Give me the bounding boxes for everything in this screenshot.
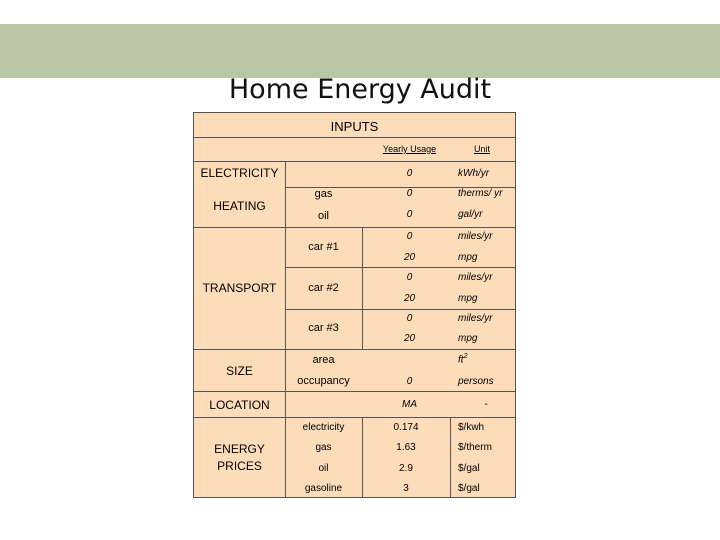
location-label: LOCATION [209, 398, 270, 412]
heating-gas-value[interactable]: 0 [406, 188, 413, 199]
electricity-value[interactable]: 0 [406, 168, 413, 179]
car-3-mpg[interactable]: 20 [403, 333, 416, 344]
car-1-miles[interactable]: 0 [406, 231, 413, 242]
area-unit: $ft^2$ [458, 353, 468, 366]
price-electricity-label: electricity [302, 422, 345, 433]
heating-oil-value[interactable]: 0 [406, 209, 413, 220]
divider [194, 137, 515, 138]
yearly-usage-header: Yearly Usage [382, 144, 437, 154]
price-oil-unit: $/gal [458, 463, 480, 474]
divider [194, 161, 515, 162]
price-gas-label: gas [315, 442, 332, 453]
location-unit: - [484, 399, 488, 410]
energy-prices-label-line2: PRICES [217, 459, 262, 473]
car-1-miles-unit: miles/yr [458, 231, 493, 242]
occupancy-unit: persons [458, 376, 494, 387]
heating-gas-unit: therms/ yr [458, 188, 503, 199]
audit-table [193, 112, 516, 498]
divider [194, 391, 515, 392]
heating-label: HEATING [213, 199, 266, 213]
area-label: area [312, 354, 335, 366]
car-1-mpg-unit: mpg [458, 252, 478, 263]
car-2-mpg-unit: mpg [458, 293, 478, 304]
size-label: SIZE [226, 364, 253, 378]
price-electricity-value[interactable]: 0.174 [393, 422, 419, 433]
divider [285, 309, 515, 310]
price-oil-value[interactable]: 2.9 [399, 463, 413, 474]
divider [194, 349, 515, 350]
electricity-unit: kWh/yr [458, 168, 490, 179]
car-3-miles-unit: miles/yr [458, 313, 493, 324]
heating-oil-label: oil [317, 210, 329, 222]
header-band [0, 24, 720, 78]
car-3-label: car #3 [308, 322, 339, 334]
car-1-mpg[interactable]: 20 [403, 252, 416, 263]
heating-oil-unit: gal/yr [458, 209, 483, 220]
divider [450, 417, 451, 497]
car-2-label: car #2 [308, 282, 339, 294]
unit-header: Unit [473, 144, 490, 154]
transport-label: TRANSPORT [202, 281, 277, 295]
occupancy-label: occupancy [297, 375, 350, 387]
price-gas-value[interactable]: 1.63 [396, 442, 416, 453]
price-gasoline-label: gasoline [304, 483, 343, 494]
divider [194, 227, 515, 228]
location-value[interactable]: MA [402, 399, 417, 410]
car-1-label: car #1 [308, 241, 339, 253]
page-title: Home Energy Audit [228, 74, 492, 105]
price-gasoline-value[interactable]: 3 [403, 483, 409, 494]
occupancy-value[interactable]: 0 [406, 376, 413, 387]
divider [194, 417, 515, 418]
heating-gas-label: gas [314, 188, 333, 200]
car-3-mpg-unit: mpg [458, 333, 478, 344]
inputs-heading: INPUTS [330, 119, 379, 134]
car-2-mpg[interactable]: 20 [403, 293, 416, 304]
divider [285, 267, 515, 268]
car-3-miles[interactable]: 0 [406, 313, 413, 324]
price-oil-label: oil [318, 463, 329, 474]
price-electricity-unit: $/kwh [458, 422, 485, 433]
energy-prices-label-line1: ENERGY [214, 442, 265, 456]
divider [362, 227, 363, 349]
electricity-label: ELECTRICITY [200, 166, 279, 180]
car-2-miles[interactable]: 0 [406, 272, 413, 283]
price-gasoline-unit: $/gal [458, 483, 480, 494]
price-gas-unit: $/therm [458, 442, 492, 453]
car-2-miles-unit: miles/yr [458, 272, 493, 283]
